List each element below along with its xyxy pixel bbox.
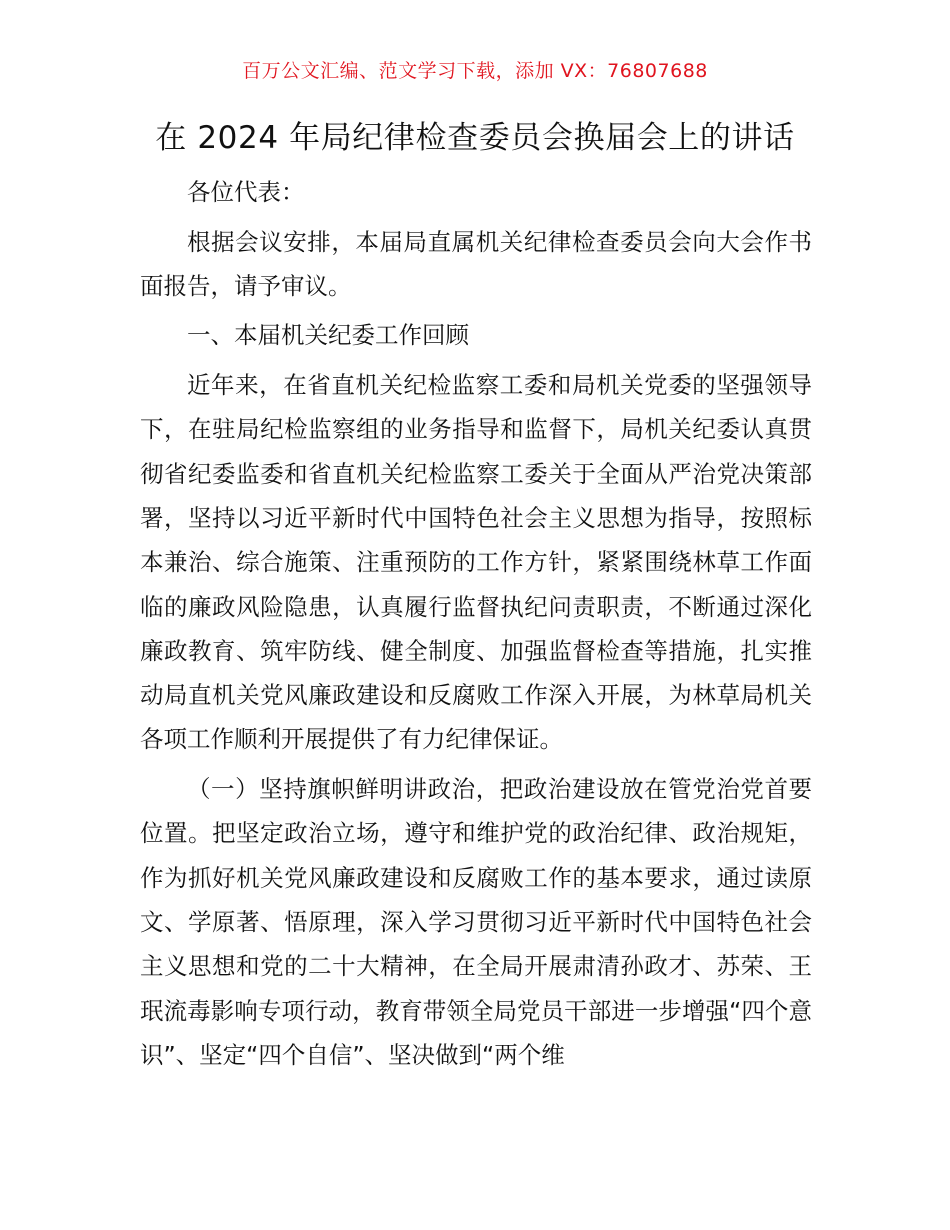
document-body [140,170,812,1082]
paragraph: 近年来，在省直机关纪检监察工委和局机关党委的坚强领导下，在驻局纪检监察组的业务指导和监督下，局机关纪委认真贯彻省纪委监委和省直机关纪检监察工委关于全面从严治党决策部署，坚持以习近平新时代中国特色社会主义思想为指导，按照标本兼治、综合施策、注重预防的工作方针，紧紧围绕林草工作面临的廉政风险隐患，认真履行监督执纪问责职责，不断通过深化廉政教育、筑牢防线、健全制度、加强监督检查等措施，扎实推动局直机关党风廉政建设和反腐败工作深入开展，为林草局机关各项工作顺利开展提供了有力纪律保证。 [140,371,812,754]
paragraph: （一）坚持旗帜鲜明讲政治，把政治建设放在管党治党首要位置。把坚定政治立场，遵守和维护党的政治纪律、政治规矩，作为抓好机关党风廉政建设和反腐败工作的基本要求，通过读原文、学原著、悟原理，深入学习贯彻习近平新时代中国特色社会主义思想和党的二十大精神，在全局开展肃清孙政才、苏荣、王珉流毒影响专项行动，教育带领全局党员干部进一步增强“四个意识”、坚定“四个自信”、坚决做到“两个维 [140,775,812,1069]
section-heading: 一、本届机关纪委工作回顾 [187,321,469,350]
watermark-banner: 百万公文汇编、范文学习下载，添加 VX：76807688 [242,60,708,82]
salutation: 各位代表： [187,178,305,206]
document-title: 在 2024 年局纪律检查委员会换届会上的讲话 [155,120,795,156]
paragraph: 根据会议安排，本届局直属机关纪律检查委员会向大会作书面报告，请予审议。 [140,227,812,300]
